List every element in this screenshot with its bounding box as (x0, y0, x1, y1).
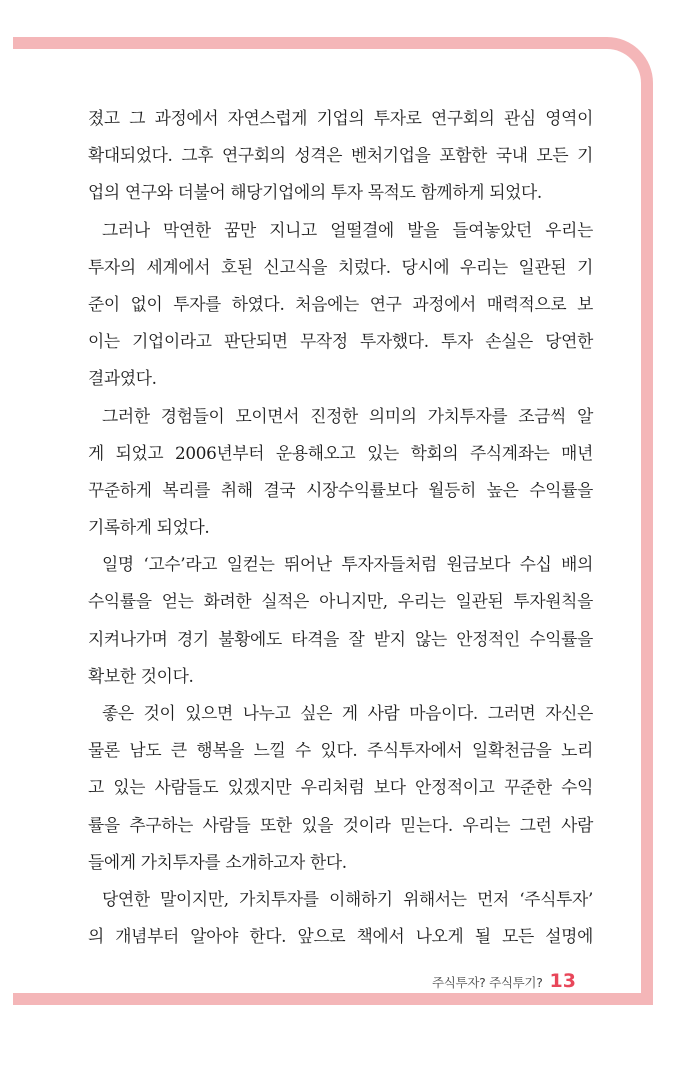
text-line: 꾸준하게 복리를 취해 결국 시장수익률보다 월등히 높은 수익률을 (88, 479, 593, 500)
text-line: 졌고 그 과정에서 자연스럽게 기업의 투자로 연구회의 관심 영역이 (88, 108, 593, 128)
text-line: 확대되었다. 그후 연구회의 성격은 벤처기업을 포함한 국내 모든 기 (88, 145, 593, 166)
text-line: 수익률을 얻는 화려한 실적은 아니지만, 우리는 일관된 투자원칙을 (88, 591, 593, 612)
text-line: 그러나 막연한 꿈만 지니고 얼떨결에 발을 들여놓았던 우리는 (102, 219, 593, 240)
text-line: 확보한 것이다. (88, 665, 194, 686)
text-line: 률을 추구하는 사람들 또한 있을 것이라 믿는다. 우리는 그런 사람 (88, 814, 593, 835)
text-line: 지켜나가며 경기 불황에도 타격을 잘 받지 않는 안정적인 수익률을 (88, 628, 593, 649)
text-line: 좋은 것이 있으면 나누고 싶은 게 사람 마음이다. 그러면 자신은 (102, 703, 593, 723)
text-line: 이는 기업이라고 판단되면 무작정 투자했다. 투자 손실은 당연한 (88, 331, 593, 352)
text-line: 그러한 경험들이 모이면서 진정한 의미의 가치투자를 조금씩 알 (102, 405, 593, 426)
text-line: 준이 없이 투자를 하였다. 처음에는 연구 과정에서 매력적으로 보 (88, 293, 593, 314)
text-line: 들에게 가치투자를 소개하고자 한다. (88, 851, 347, 872)
text-line: 일명 ‘고수’라고 일컫는 뛰어난 투자자들처럼 원금보다 수십 배의 (102, 554, 593, 575)
running-title: 주식투자? 주식투기? (432, 975, 543, 990)
text-line: 결과였다. (88, 368, 157, 389)
text-line: 투자의 세계에서 호된 신고식을 치렀다. 당시에 우리는 일관된 기 (88, 256, 593, 277)
text-line: 물론 남도 큰 행복을 느낄 수 있다. 주식투자에서 일확천금을 노리 (88, 740, 593, 761)
text-line: 게 되었고 2006년부터 운용해오고 있는 학회의 주식계좌는 매년 (88, 442, 593, 463)
page-number: 13 (549, 970, 576, 992)
text-line: 기록하게 되었다. (88, 517, 210, 538)
text-line: 업의 연구와 더불어 해당기업에의 투자 목적도 함께하게 되었다. (88, 182, 542, 203)
text-line: 당연한 말이지만, 가치투자를 이해하기 위해서는 먼저 ‘주식투자’ (102, 888, 593, 909)
body-text (88, 100, 593, 955)
text-line: 의 개념부터 알아야 한다. 앞으로 책에서 나오게 될 모든 설명에 (88, 926, 593, 947)
text-line: 고 있는 사람들도 있겠지만 우리처럼 보다 안정적이고 꾸준한 수익 (88, 777, 593, 798)
page-footer (432, 970, 576, 992)
